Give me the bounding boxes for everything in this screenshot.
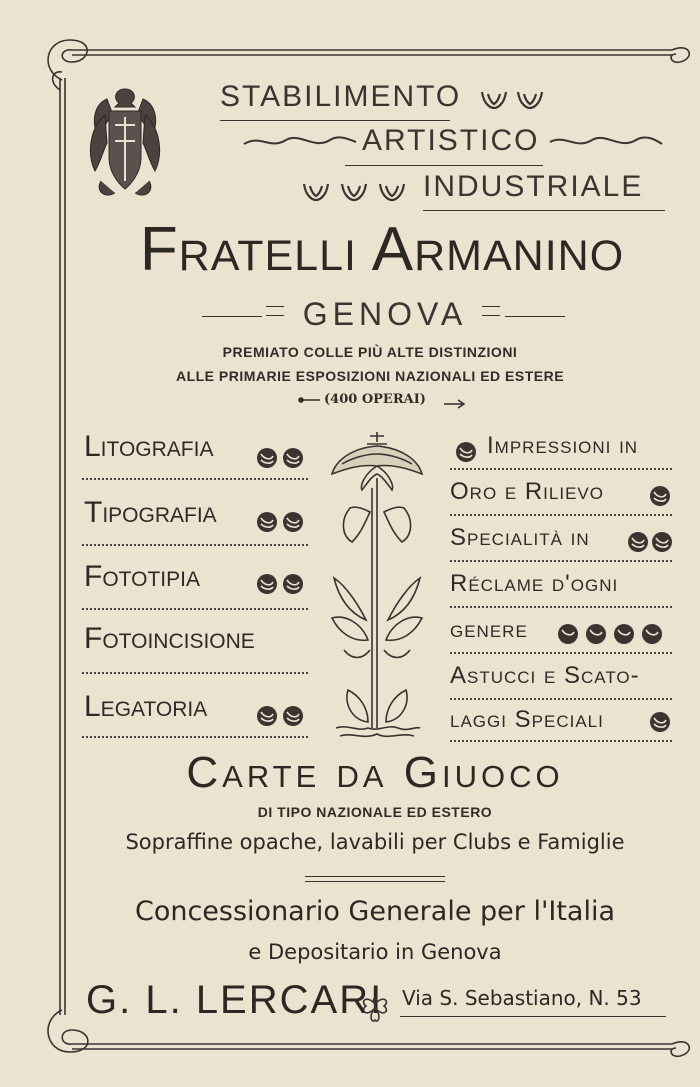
heading-underline (220, 120, 450, 121)
city-rule-double-left (266, 306, 284, 316)
workers-arrow-icon (298, 392, 468, 412)
swirl-ornament-icon (255, 704, 311, 728)
service-right-3: Specialità in (450, 524, 590, 551)
dotted-rule (82, 608, 308, 610)
heading-line-2: ARTISTICO (362, 124, 540, 157)
concession-line-2: e Depositario in Genova (248, 940, 502, 964)
flower-illustration-icon (322, 428, 432, 748)
awards-line-2: ALLE PRIMARIE ESPOSIZIONI NAZIONALI ED ESTERE (175, 368, 565, 384)
dotted-rule (450, 740, 672, 742)
city-rule-right (505, 316, 565, 317)
dotted-rule (450, 560, 672, 562)
swirl-ornament-icon (648, 484, 678, 508)
swirl-ornament-icon (454, 440, 484, 464)
scroll-ornament-right-icon (546, 130, 666, 154)
city-rule-left (202, 316, 262, 317)
dotted-rule (450, 652, 672, 654)
city-name: GENOVA (302, 296, 468, 332)
firm-name: Fratelli Armanino (139, 215, 625, 284)
service-left-5: Legatoria (84, 690, 208, 723)
service-right-6: Astucci e Scato- (450, 662, 640, 689)
dotted-rule (82, 736, 308, 738)
dotted-rule (450, 698, 672, 700)
dotted-rule (82, 672, 308, 674)
service-right-1: Impressioni in (487, 432, 639, 459)
section-divider (305, 876, 445, 882)
service-right-5: genere (450, 616, 528, 643)
swirl-ornament-icon (648, 710, 678, 734)
agent-address: Via S. Sebastiano, N. 53 (402, 986, 642, 1010)
service-right-7: laggi Speciali (450, 706, 604, 733)
dotted-rule (82, 478, 308, 480)
service-right-4: Réclame d'ogni (450, 570, 619, 597)
awards-line-1: PREMIATO COLLE PIÙ ALTE DISTINZIONI (222, 344, 518, 360)
agent-name: G. L. LERCARI (86, 978, 384, 1022)
dotted-rule (450, 514, 672, 516)
playing-cards-subtitle: DI TIPO NAZIONALE ED ESTERO (257, 804, 493, 820)
swirl-ornament-icon (556, 622, 676, 646)
heading-line-2-underline (345, 165, 543, 166)
scroll-ornament-icon (240, 130, 360, 154)
service-left-3: Fototipia (84, 560, 200, 593)
swirl-ornament-icon (255, 446, 311, 470)
playing-cards-title: Carte da Giuoco (186, 748, 564, 797)
service-left-1: Litografia (84, 430, 214, 463)
heading-line-3: INDUSTRIALE (423, 170, 644, 203)
leaf-ornament-triple-icon (300, 176, 415, 204)
heading-line-3-underline (423, 210, 665, 211)
clover-ornament-icon (358, 990, 392, 1026)
workers-count: (400 OPERAI) (324, 392, 426, 407)
dotted-rule (450, 468, 672, 470)
service-left-2: Tipografia (84, 496, 217, 529)
dotted-rule (82, 544, 308, 546)
service-right-2: Oro e Rilievo (450, 478, 604, 505)
swirl-ornament-icon (626, 530, 678, 554)
heading-line-1: STABILIMENTO (220, 80, 462, 113)
concession-line-1: Concessionario Generale per l'Italia (134, 896, 616, 927)
service-left-4: Fotoincisione (84, 622, 255, 655)
dotted-rule (450, 606, 672, 608)
city-rule-double-right (482, 306, 500, 316)
swirl-ornament-icon (255, 510, 311, 534)
playing-cards-description: Sopraffine opache, lavabili per Clubs e Famiglie (125, 830, 625, 854)
swirl-ornament-icon (255, 572, 311, 596)
coat-of-arms-icon (85, 85, 165, 205)
address-underline (400, 1016, 666, 1017)
leaf-ornament-icon (478, 84, 548, 112)
